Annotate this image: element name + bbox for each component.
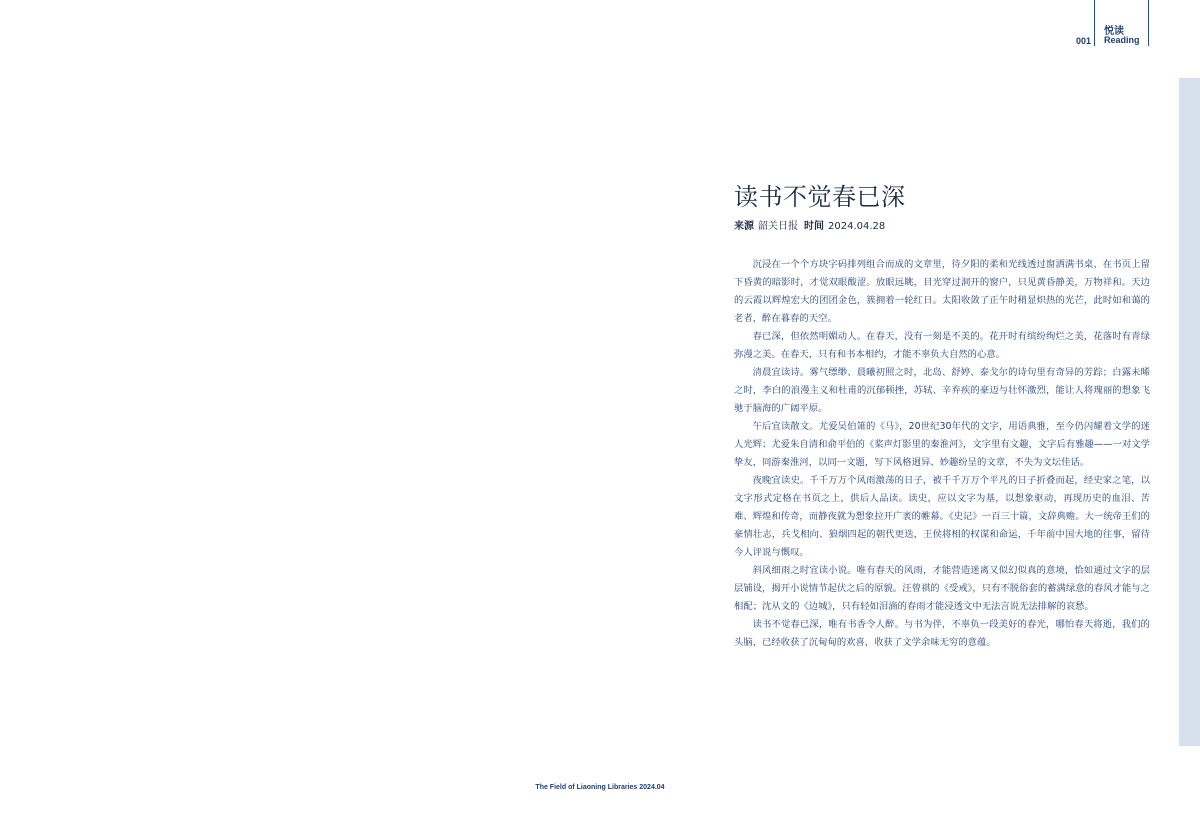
paragraph-2: 春已深，但依然明媚动人。在春天，没有一刻是不美的。花开时有缤纷绚烂之美，花落时有青绿弥漫之美。在春天，只有和书本相约，才能不辜负大自然的心意。 bbox=[734, 331, 1150, 360]
paragraph-5: 夜晚宜读史。千千万万个风雨激荡的日子，被千千万万个平凡的日子折叠而起，经史家之笔，以文字形式定格在书页之上，供后人品读。读史，应以文字为基，以想象驱动，再现历史的血泪、苦难、辉煌和传奇，而静夜就为想象拉开广袤的帷幕。《史记》一百三十篇，文辞典赡。大一统帝王们的豪情壮志，兵戈相向、狼烟四起的朝代更迭，王侯将相的权谋和命运，千年前中国大地的往事，留待今人评说与慨叹。 bbox=[734, 475, 1150, 558]
source-label: 来源 bbox=[734, 221, 754, 232]
article-body bbox=[734, 256, 1150, 652]
page-edge-bar bbox=[1179, 78, 1200, 746]
header-divider-right bbox=[1148, 0, 1149, 46]
article-meta bbox=[734, 220, 1150, 234]
header-divider-left bbox=[1094, 0, 1095, 46]
paragraph-3: 清晨宜读诗。雾气缥缈、晨曦初照之时，北岛、舒婷、泰戈尔的诗句里有奇异的芳踪；白露未晞之时，李白的浪漫主义和杜甫的沉郁顿挫，苏轼、辛弃疾的豪迈与壮怀激烈，能让人将瑰丽的想象飞驰于脑海的广阔平原。 bbox=[734, 367, 1150, 414]
page-number: 001 bbox=[1076, 36, 1092, 46]
source-value: 韶关日报 bbox=[758, 221, 798, 232]
article bbox=[734, 180, 1150, 652]
paragraph-1: 沉浸在一个个方块字码排列组合而成的文章里，待夕阳的柔和光线透过窗洒满书桌、在书页上留下昏黄的暗影时，才觉双眼酸涩。放眼远眺，目光穿过洞开的窗户，只见黄昏静美，万物祥和。天边的云霞以辉煌宏大的团团金色，簇拥着一轮红日。太阳收敛了正午时稍显炽热的光芒，此时如和蔼的老者，醉在暮春的天空。 bbox=[734, 259, 1150, 324]
page-footer: The Field of Liaoning Libraries 2024.04 bbox=[535, 784, 665, 791]
column-name-en: Reading bbox=[1104, 35, 1140, 45]
paragraph-4: 午后宜读散文。尤爱吴伯箫的《马》，20世纪30年代的文字，用语典雅，至今仍闪耀着文学的迷人光辉；尤爱朱自清和俞平伯的《桨声灯影里的秦淮河》，文字里有文趣，文字后有雅趣——一对文学挚友，同游秦淮河，以同一文题，写下风格迥异、妙趣纷呈的文章，不失为文坛佳话。 bbox=[734, 421, 1150, 468]
column-name-zh: 悦读 bbox=[1104, 26, 1124, 37]
page-header bbox=[1072, 0, 1152, 46]
article-title: 读书不觉春已深 bbox=[734, 183, 906, 211]
time-label: 时间 bbox=[804, 221, 824, 232]
paragraph-6: 斜风细雨之时宜读小说。唯有春天的风雨，才能营造迷离又似幻似真的意境，恰如通过文字的层层铺设，揭开小说情节起伏之后的原貌。汪曾祺的《受戒》，只有不脱俗套的蓄满绿意的春风才能与之相配；沈从文的《边城》，只有轻如泪滴的春雨才能浸透文中无法言说无法排解的哀愁。 bbox=[734, 565, 1150, 612]
paragraph-7: 读书不觉春已深，唯有书香令人醉。与书为伴，不辜负一段美好的春光，哪怕春天将逝，我们的头脑，已经收获了沉甸甸的欢喜，收获了文学余味无穷的意蕴。 bbox=[734, 619, 1150, 648]
time-value: 2024.04.28 bbox=[828, 221, 886, 232]
